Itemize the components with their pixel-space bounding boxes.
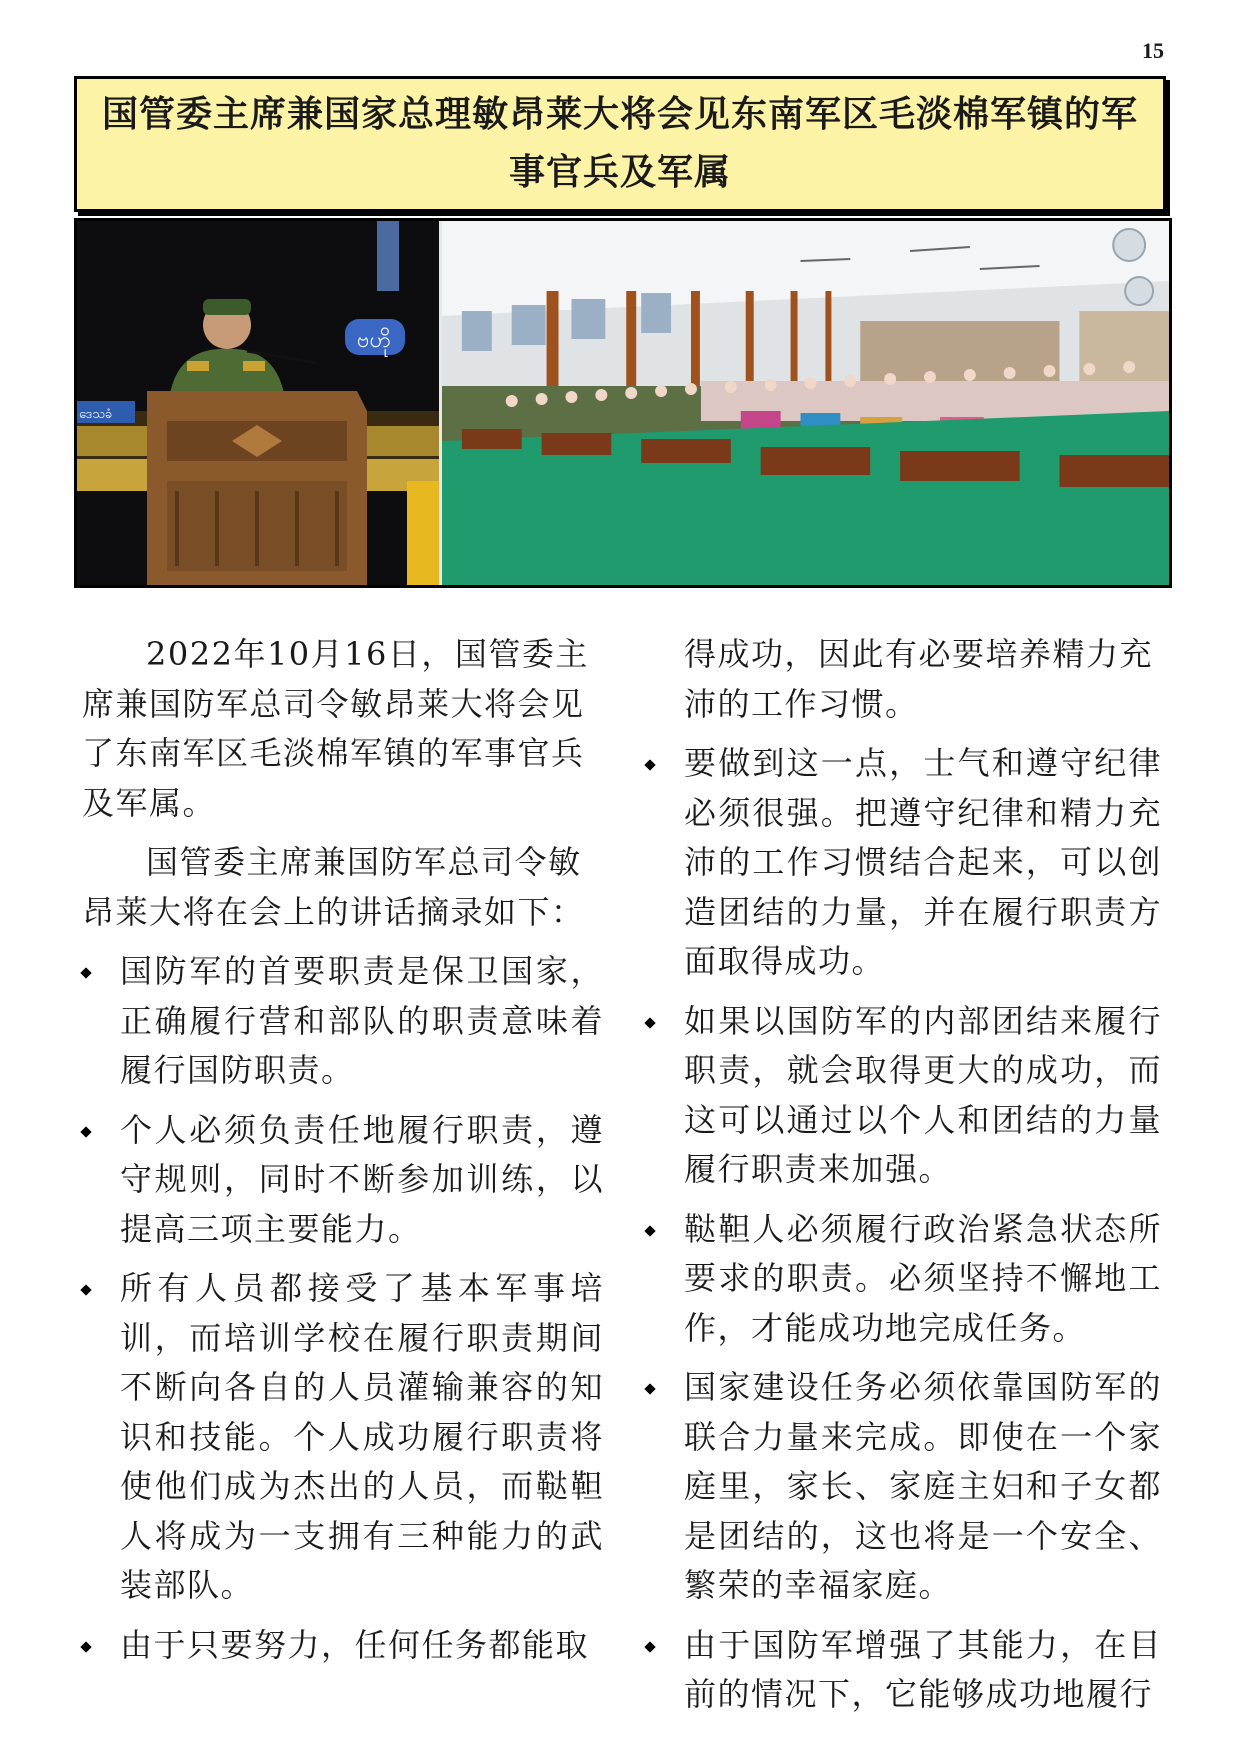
- bullet-item: [646, 1363, 1162, 1611]
- bullet-diamond-icon: [646, 761, 654, 773]
- bullet-text: 由于只要努力，任何任务都能取: [120, 1625, 590, 1664]
- bullet-item: [82, 1106, 604, 1255]
- bullet-diamond-icon: [82, 969, 90, 981]
- photo-strip: [74, 218, 1172, 588]
- continued-bullet-text: 得成功，因此有必要培养精力充沛的工作习惯。: [684, 635, 1154, 723]
- bullet-text: 个人必须负责任地履行职责，遵守规则，同时不断参加训练，以提高三项主要能力。: [120, 1110, 604, 1248]
- bullet-diamond-icon: [82, 1643, 90, 1655]
- bullet-diamond-icon: [646, 1019, 654, 1031]
- bullet-item: [646, 1621, 1162, 1720]
- bullet-item: [82, 947, 604, 1096]
- audience-photo-illustration: [442, 221, 1169, 585]
- speaker-photo: [77, 221, 442, 585]
- small-sign-text: ဒေသခံ: [79, 407, 113, 422]
- bullet-diamond-icon: [646, 1227, 654, 1239]
- article-title: 国管委主席兼国家总理敏昂莱大将会见东南军区毛淡棉军镇的军事官兵及军属: [101, 94, 1138, 193]
- bullet-item: [646, 1205, 1162, 1354]
- bullet-diamond-icon: [646, 1385, 654, 1397]
- bullet-diamond-icon: [82, 1128, 90, 1140]
- page-number: 15: [1142, 38, 1164, 63]
- right-column: [646, 630, 1162, 1720]
- bullet-text: 如果以国防军的内部团结来履行职责，就会取得更大的成功，而这可以通过以个人和团结的力量履行职责来加强。: [684, 1001, 1162, 1188]
- bullet-item: [646, 997, 1162, 1195]
- bullet-diamond-icon: [646, 1643, 654, 1655]
- bullet-diamond-icon: [82, 1286, 90, 1298]
- left-column: [82, 630, 604, 1670]
- bullet-text: 所有人员都接受了基本军事培训，而培训学校在履行职责期间不断向各自的人员灌输兼容的知识和技能。个人成功履行职责将使他们成为杰出的人员，而鞑靼人将成为一支拥有三种能力的武装部队。: [120, 1269, 604, 1604]
- bullet-text: 鞑靼人必须履行政治紧急状态所要求的职责。必须坚持不懈地工作，才能成功地完成任务。: [684, 1209, 1162, 1347]
- summary-lead-paragraph: 国管委主席兼国防军总司令敏昂莱大将在会上的讲话摘录如下：: [82, 843, 585, 931]
- bullet-text: 由于国防军增强了其能力，在目前的情况下，它能够成功地履行: [684, 1625, 1162, 1713]
- bullet-item: [82, 1621, 604, 1671]
- intro-paragraph: 2022年10月16日，国管委主席兼国防军总司令敏昂莱大将会见了东南军区毛淡棉军镇的军事官兵及军属。: [82, 635, 589, 822]
- bullet-item: [646, 739, 1162, 987]
- bullet-text: 国家建设任务必须依靠国防军的联合力量来完成。即使在一个家庭里，家长、家庭主妇和子女都是团结的，这也将是一个安全、繁荣的幸福家庭。: [684, 1368, 1162, 1604]
- audience-photo: [442, 221, 1169, 585]
- speaker-photo-illustration: [77, 221, 439, 585]
- bullet-text: 国防军的首要职责是保卫国家，正确履行营和部队的职责意味着履行国防职责。: [120, 952, 604, 1089]
- bullet-item: [82, 1264, 604, 1611]
- blue-sign-text: ဗဟို: [357, 328, 392, 353]
- bullet-text: 要做到这一点，士气和遵守纪律必须很强。把遵守纪律和精力充沛的工作习惯结合起来，可以创造团结的力量，并在履行职责方面取得成功。: [684, 744, 1162, 980]
- title-banner: [74, 76, 1166, 212]
